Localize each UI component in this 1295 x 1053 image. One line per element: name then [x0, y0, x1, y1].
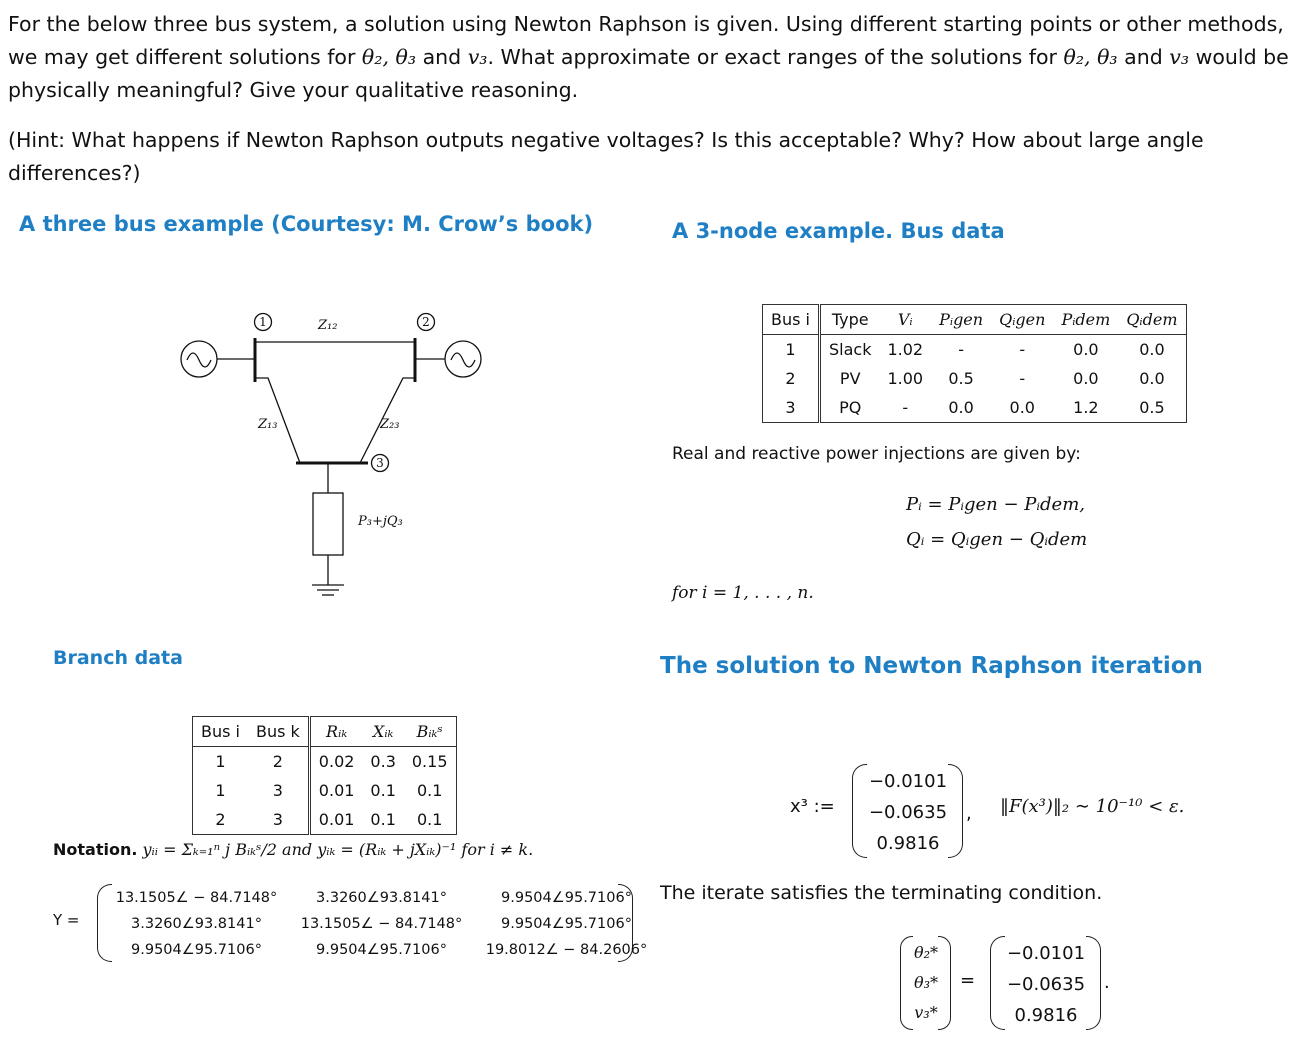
table-cell: 0.0: [1139, 369, 1165, 388]
equation-p: Pᵢ = Pᵢgen − Pᵢdem,: [906, 494, 1085, 515]
table-cell: PV: [819, 364, 879, 393]
table-cell: 0.1: [416, 781, 443, 800]
y-matrix: [104, 885, 659, 963]
x-label: x³ :=: [790, 796, 835, 817]
table-row: [193, 776, 457, 805]
question-text: would be: [1189, 45, 1289, 69]
header-cell: Qᵢdem: [1118, 305, 1186, 335]
header-cell: Bus i: [193, 717, 248, 747]
table-cell: 0.01: [309, 776, 362, 805]
vector-entry: −0.0635: [868, 802, 948, 823]
matrix-cell: 9.9504∠95.7106°: [316, 942, 447, 958]
bus-data-title: A 3-node example. Bus data: [672, 219, 1005, 243]
matrix-cell: 19.8012∠ − 84.2606°: [485, 942, 648, 958]
header-cell: Type: [819, 305, 879, 335]
theta-symbols: θ₂, θ₃: [1063, 45, 1118, 69]
branch-table-header: [193, 717, 457, 747]
table-cell: 3: [272, 781, 283, 800]
table-cell: 2: [215, 810, 226, 829]
header-cell: Rᵢₖ: [309, 717, 362, 747]
table-cell: 1: [215, 752, 226, 771]
table-cell: -: [958, 340, 964, 359]
right-paren: [948, 764, 963, 858]
bus-table-header: [763, 305, 1187, 335]
header-cell: Pᵢdem: [1053, 305, 1118, 335]
star-vector: [906, 938, 946, 1028]
bus-1-label: 1: [259, 315, 267, 329]
table-cell: 0.0: [1139, 340, 1165, 359]
left-paren: [990, 936, 1005, 1030]
table-cell: 2: [785, 369, 796, 388]
table-cell: 0.02: [309, 747, 362, 777]
three-bus-diagram: [160, 300, 520, 610]
table-cell: 0.0: [1073, 340, 1099, 359]
vector-entry: −0.0101: [1006, 943, 1086, 964]
matrix-cell: 3.3260∠93.8141°: [131, 916, 262, 932]
comma: ,: [966, 803, 972, 824]
table-cell: 1.00: [887, 369, 924, 388]
table-cell: 0.0: [948, 398, 974, 417]
matrix-row: [104, 937, 659, 963]
question-line-3: physically meaningful? Give your qualitative reasoning.: [8, 78, 579, 102]
matrix-cell: 9.9504∠95.7106°: [131, 942, 262, 958]
header-cell: Bus i: [763, 305, 820, 335]
equals-sign: =: [960, 970, 976, 991]
question-text: we may get different solutions for: [8, 45, 362, 69]
matrix-cell: 13.1505∠ − 84.7148°: [115, 890, 278, 906]
table-cell: 0.01: [309, 805, 362, 835]
vector-entry: v₃*: [914, 1003, 938, 1022]
bus-data-table: [762, 304, 1187, 423]
hint-line-2: differences?): [8, 161, 141, 185]
question-line-1: For the below three bus system, a solution using Newton Raphson is given. Using different starting points or other methods,: [8, 12, 1284, 36]
header-cell: Qᵢgen: [991, 305, 1053, 335]
table-cell: 0.5: [948, 369, 974, 388]
table-cell: 1: [215, 781, 226, 800]
period: .: [1104, 972, 1110, 993]
table-cell: Slack: [819, 335, 879, 365]
star-values-vector: [1004, 938, 1088, 1031]
equation-q: Qᵢ = Qᵢgen − Qᵢdem: [906, 529, 1088, 550]
table-cell: -: [902, 398, 909, 417]
matrix-cell: 9.9504∠95.7106°: [501, 890, 632, 906]
z13-label: Z₁₃: [258, 417, 278, 432]
table-cell: 0.1: [370, 781, 396, 800]
question-text: and: [1117, 45, 1170, 69]
residual-norm: ‖F(x³)‖₂ ∼ 10⁻¹⁰ < ε.: [1000, 796, 1185, 817]
matrix-cell: 3.3260∠93.8141°: [316, 890, 447, 906]
table-row: [763, 335, 1187, 365]
table-row: [763, 364, 1187, 393]
vector-entry: 0.9816: [876, 833, 940, 854]
branch-data-title: Branch data: [53, 647, 183, 669]
theta-symbols: θ₂, θ₃: [361, 45, 417, 69]
right-paren: [1086, 936, 1101, 1030]
left-paren: [852, 764, 867, 858]
question-text: . What approximate or exact ranges of the solutions for: [487, 45, 1064, 69]
header-cell: Xᵢₖ: [362, 717, 403, 747]
vector-entry: −0.0635: [1006, 974, 1086, 995]
table-cell: -: [1019, 369, 1026, 388]
matrix-cell: 9.9504∠95.7106°: [501, 916, 632, 932]
vector-entry: θ₂*: [913, 943, 939, 962]
table-cell: -: [1019, 340, 1026, 359]
for-range-text: for i = 1, . . . , n.: [672, 583, 814, 603]
table-cell: 0.1: [416, 810, 443, 829]
hint-line-1: (Hint: What happens if Newton Raphson outputs negative voltages? Is this acceptable? Why? How about large angle: [8, 128, 1204, 152]
branch-data-table: [192, 716, 457, 835]
matrix-cell: 13.1505∠ − 84.7148°: [300, 916, 463, 932]
table-cell: 3: [272, 810, 283, 829]
table-cell: 1: [785, 340, 796, 359]
y-label: Y =: [53, 911, 80, 929]
vector-entry: θ₃*: [913, 973, 939, 992]
table-cell: 0.5: [1139, 398, 1165, 417]
table-cell: 0.15: [411, 752, 448, 771]
matrix-row: [104, 911, 659, 937]
table-cell: 0.0: [1073, 369, 1099, 388]
bus-3-label: 3: [376, 456, 384, 470]
vector-entry: −0.0101: [868, 771, 948, 792]
matrix-row: [104, 885, 659, 911]
injection-text: Real and reactive power injections are given by:: [672, 444, 1081, 464]
vector-entry: 0.9816: [1014, 1005, 1078, 1026]
left-section-title: A three bus example (Courtesy: M. Crow’s book): [19, 212, 594, 236]
header-cell: Bᵢₖˢ: [404, 717, 456, 747]
table-cell: 2: [272, 752, 283, 771]
header-cell: Bus k: [248, 717, 309, 747]
table-cell: 0.0: [1009, 398, 1035, 417]
table-cell: 1.2: [1073, 398, 1099, 417]
notation-line: [53, 840, 533, 859]
solution-title: The solution to Newton Raphson iteration: [660, 653, 1203, 679]
header-cell: Pᵢgen: [931, 305, 991, 335]
table-cell: 1.02: [887, 340, 924, 359]
terminate-text: The iterate satisfies the terminating condition.: [660, 882, 1103, 904]
question-text: and: [416, 45, 468, 69]
table-cell: 3: [785, 398, 796, 417]
table-cell: 0.3: [370, 752, 396, 771]
notation-formula: yᵢᵢ = Σₖ₌₁ⁿ j Bᵢₖˢ/2 and yᵢₖ = (Rᵢₖ + jXᵢₖ)⁻¹ for i ≠ k.: [142, 840, 534, 859]
table-row: [763, 393, 1187, 423]
question-line-2: [8, 41, 1289, 74]
z23-label: Z₂₃: [380, 417, 400, 432]
notation-label: Notation.: [53, 840, 138, 859]
table-row: [193, 747, 457, 777]
load-label: P₃+jQ₃: [358, 514, 403, 529]
x-vector: [866, 766, 950, 859]
z12-label: Z₁₂: [318, 318, 338, 333]
table-row: [193, 805, 457, 835]
table-cell: PQ: [819, 393, 879, 423]
v-symbol: v₃: [467, 45, 488, 69]
table-cell: 0.1: [370, 810, 396, 829]
v-symbol: v₃: [1169, 45, 1190, 69]
bus-2-label: 2: [422, 315, 430, 329]
header-cell: Vᵢ: [879, 305, 931, 335]
